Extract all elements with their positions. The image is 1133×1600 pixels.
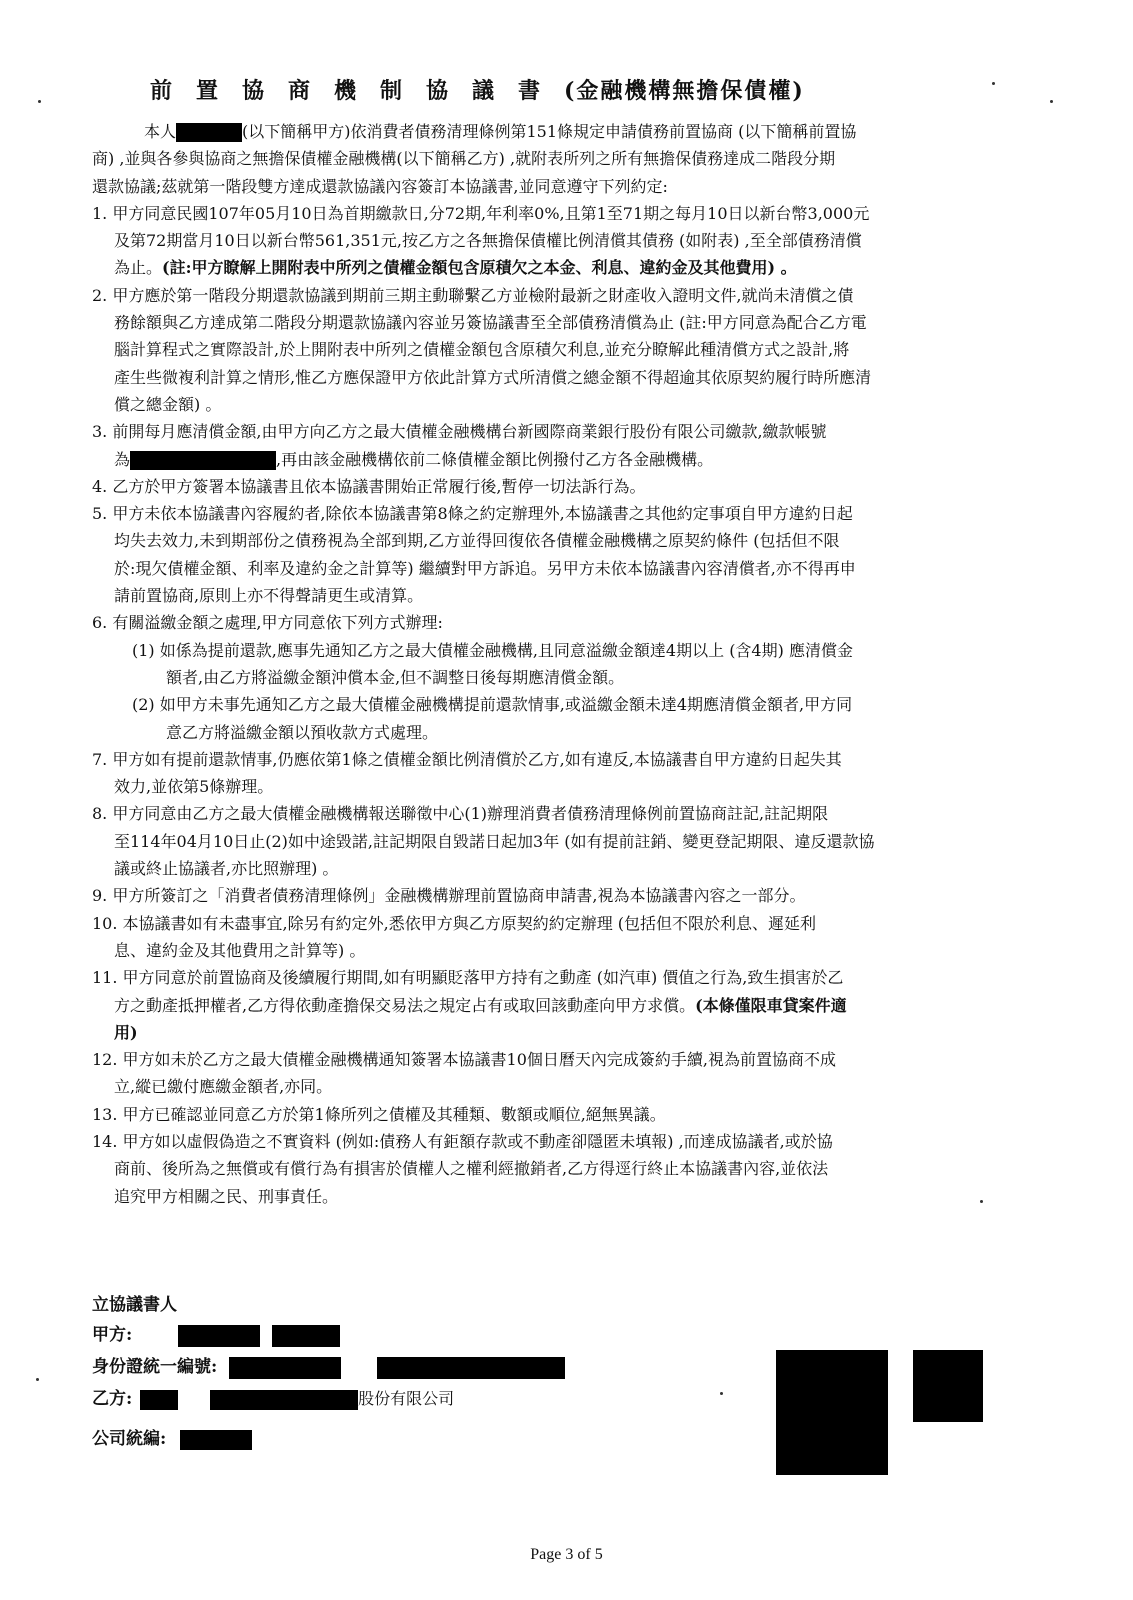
clause-6-item-2-line-2: 意乙方將溢繳金額以預收款方式處理。 <box>166 722 439 742</box>
clause-14-line-2: 商前、後所為之無償或有償行為有損害於債權人之權利經撤銷者,乙方得逕行終止本協議書內容,並依法 <box>114 1159 829 1179</box>
tax-id-row <box>92 1424 252 1450</box>
party-b-suffix: 股份有限公司 <box>358 1389 455 1408</box>
redacted-party-a-name <box>178 1325 260 1347</box>
clause-1-line-2: 及第72期當月10日以新台幣561,351元,按乙方之各無擔保債權比例清償其債務 (如附表) ,至全部債務清償 <box>114 231 862 251</box>
clause-12-line-2: 立,縱已繳付應繳金額者,亦同。 <box>114 1077 333 1097</box>
clause-2-line-2: 務餘額與乙方達成第二階段分期還款協議內容並另簽協議書至全部債務清償為止 (註:甲方同意為配合乙方電 <box>114 313 867 333</box>
scan-speck <box>992 82 995 85</box>
clause-11-line-2: 方之動產抵押權者,乙方得依動產擔保交易法之規定占有或取回該動產向甲方求償。(本條僅限車貸案件適 <box>114 995 847 1015</box>
scan-speck <box>1050 100 1053 103</box>
clause-6-item-2-line-1: (2) 如甲方未事先通知乙方之最大債權金融機構提前還款情事,或溢繳金額未達4期應清償金額者,甲方同 <box>132 695 853 715</box>
title-sub: (金融機構無擔保債權) <box>564 78 805 104</box>
clause-3-line-1: 3. 前開每月應清償金額,由甲方向乙方之最大債權金融機構台新國際商業銀行股份有限公司繳款,繳款帳號 <box>92 422 827 442</box>
clause-2-line-1: 2. 甲方應於第一階段分期還款協議到期前三期主動聯繫乙方並檢附最新之財產收入證明文件,就尚未清償之債 <box>92 285 854 305</box>
redacted-representative-seal <box>913 1350 983 1422</box>
id-number-row <box>92 1352 565 1379</box>
redacted-party-b-name <box>140 1390 178 1410</box>
clause-5-line-3: 於:現欠債權金額、利率及違約金之計算等) 繼續對甲方訴追。另甲方未依本協議書內容清償者,亦不得再申 <box>114 558 856 578</box>
agreement-body <box>92 118 1067 1210</box>
clause-13: 13. 甲方已確認並同意乙方於第1條所列之債權及其種類、數額或順位,絕無異議。 <box>92 1104 666 1124</box>
scan-speck <box>36 1378 39 1381</box>
clause-7-line-2: 效力,並依第5條辦理。 <box>114 777 274 797</box>
document-title <box>150 74 980 105</box>
clause-9: 9. 甲方所簽訂之「消費者債務清理條例」金融機構辦理前置協商申請書,視為本協議書內容之一部分。 <box>92 886 806 906</box>
signatory-heading: 立協議書人 <box>92 1295 177 1315</box>
clause-5-line-1: 5. 甲方未依本協議書內容履約者,除依本協議書第8條之約定辦理外,本協議書之其他約定事項自甲方違約日起 <box>92 504 853 524</box>
clause-5-line-4: 請前置協商,原則上亦不得聲請更生或清算。 <box>114 586 424 606</box>
clause-12-line-1: 12. 甲方如未於乙方之最大債權金融機構通知簽署本協議書10個日曆天內完成簽約手續,視為前置協商不成 <box>92 1050 836 1070</box>
intro-line-3: 還款協議;茲就第一階段雙方達成還款協議內容簽訂本協議書,並同意遵守下列約定: <box>92 176 668 196</box>
party-b-label: 乙方: <box>92 1389 133 1409</box>
redacted-party-a-name-2 <box>272 1325 340 1347</box>
clause-8-line-3: 議或終止協議者,亦比照辦理) 。 <box>114 859 339 879</box>
redacted-party-b-name-2 <box>210 1390 358 1410</box>
clause-6-line-1: 6. 有關溢繳金額之處理,甲方同意依下列方式辦理: <box>92 613 443 633</box>
scan-speck <box>38 100 41 103</box>
party-b-row <box>92 1384 454 1410</box>
page-number: Page 3 of 5 <box>530 1546 603 1563</box>
clause-4: 4. 乙方於甲方簽署本協議書且依本協議書開始正常履行後,暫停一切法訴行為。 <box>92 476 646 496</box>
scan-speck <box>980 1200 983 1203</box>
clause-6-item-1-line-1: (1) 如係為提前還款,應事先通知乙方之最大債權金融機構,且同意溢繳金額達4期以上 (含4期) 應清償金 <box>132 640 853 660</box>
clause-11-note: (本條僅限車貸案件適 <box>695 995 847 1015</box>
tax-id-label: 公司統編: <box>92 1429 167 1449</box>
redacted-name <box>176 123 242 142</box>
clause-14-line-3: 追究甲方相關之民、刑事責任。 <box>114 1186 339 1206</box>
clause-1-note: (註:甲方瞭解上開附表中所列之債權金額包含原積欠之本金、利息、違約金及其他費用) 。 <box>162 258 797 278</box>
redacted-tax-id <box>180 1430 252 1450</box>
clause-6-item-1-line-2: 額者,由乙方將溢繳金額沖償本金,但不調整日後每期應清償金額。 <box>166 667 625 687</box>
clause-1-line-3: 為止。(註:甲方瞭解上開附表中所列之債權金額包含原積欠之本金、利息、違約金及其他費用) 。 <box>114 258 797 278</box>
clause-2-line-3: 腦計算程式之實際設計,於上開附表中所列之債權金額包含原積欠利息,並充分瞭解此種清償方式之設計,將 <box>114 340 850 360</box>
redacted-id-number <box>229 1357 341 1379</box>
clause-1-line-1: 1. 甲方同意民國107年05月10日為首期繳款日,分72期,年利率0%,且第1至71期之每月10日以新台幣3,000元 <box>92 203 870 223</box>
clause-14-line-1: 14. 甲方如以虛假偽造之不實資料 (例如:債務人有鉅額存款或不動產卻隱匿未填報) ,而達成協議者,或於協 <box>92 1131 833 1151</box>
id-number-label: 身份證統一編號: <box>92 1357 218 1377</box>
redacted-id-number-2 <box>377 1357 565 1379</box>
clause-2-line-4: 產生些微複利計算之情形,惟乙方應保證甲方依此計算方式所清償之總金額不得超逾其依原契約履行時所應清 <box>114 367 872 387</box>
scan-speck <box>720 1392 723 1395</box>
clause-10-line-1: 10. 本協議書如有未盡事宜,除另有約定外,悉依甲方與乙方原契約約定辦理 (包括但不限於利息、遲延利 <box>92 913 817 933</box>
clause-11-line-1: 11. 甲方同意於前置協商及後續履行期間,如有明顯貶落甲方持有之動產 (如汽車) 價值之行為,致生損害於乙 <box>92 968 844 988</box>
clause-5-line-2: 均失去效力,未到期部份之債務視為全部到期,乙方並得回復依各債權金融機構之原契約條件 (包括但不限 <box>114 531 840 551</box>
clause-11-line-3: 用) <box>114 1022 138 1042</box>
intro-line-1: 本人 (以下簡稱甲方)依消費者債務清理條例第151條規定申請債務前置協商 (以下簡稱前置協 <box>144 122 857 141</box>
clause-3-line-2: 為 ,再由該金融機構依前二條債權金額比例撥付乙方各金融機構。 <box>114 449 714 469</box>
redacted-account-number <box>130 451 276 470</box>
party-a-row <box>92 1320 340 1347</box>
intro-line-2: 商) ,並與各參與協商之無擔保債權金融機構(以下簡稱乙方) ,就附表所列之所有無擔保債務達成二階段分期 <box>92 149 836 169</box>
clause-7-line-1: 7. 甲方如有提前還款情事,仍應依第1條之債權金額比例清償於乙方,如有違反,本協議書自甲方違約日起失其 <box>92 749 842 769</box>
clause-10-line-2: 息、違約金及其他費用之計算等) 。 <box>114 940 366 960</box>
redacted-company-seal <box>776 1350 888 1475</box>
title-main: 前置協商機制協議書 <box>150 78 565 104</box>
clause-8-line-2: 至114年04月10日止(2)如中途毀諾,註記期限自毀諾日起加3年 (如有提前註銷、變更登記期限、違反還款協 <box>114 831 875 851</box>
party-a-label: 甲方: <box>92 1325 133 1345</box>
clause-8-line-1: 8. 甲方同意由乙方之最大債權金融機構報送聯徵中心(1)辦理消費者債務清理條例前置協商註記,註記期限 <box>92 804 829 824</box>
clause-2-line-5: 償之總金額) 。 <box>114 394 222 414</box>
